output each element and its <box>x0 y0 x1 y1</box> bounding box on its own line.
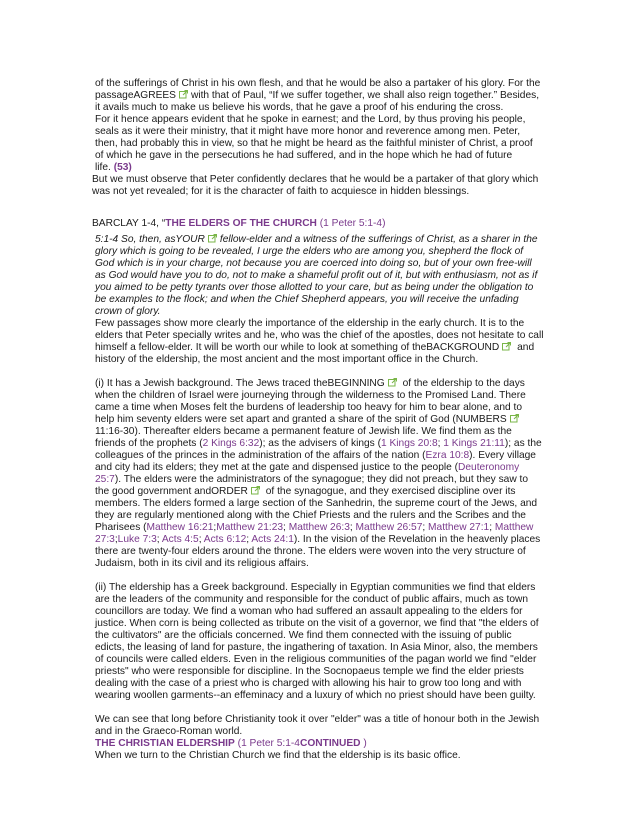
footnote-ref[interactable]: (53) <box>113 162 132 173</box>
text-line: Judaism, both in its civil and its religious affairs. <box>95 558 309 569</box>
text-line: and in the Graeco-Roman world. <box>95 726 243 737</box>
text-line: seals as it were their ministry, that it might have more honor and reverence among men. Peter, <box>95 126 521 137</box>
section-heading: THE CHRISTIAN ELDERSHIP (1 Peter 5:1-4CONTINUED ) <box>95 738 367 749</box>
scripture-link[interactable]: Ezra 10:8 <box>425 450 470 461</box>
text-line: of councils were called elders. Even in the religious communities of the pagan world we find "elder <box>95 654 537 665</box>
scripture-link[interactable]: Matthew <box>494 522 534 533</box>
section-heading: BARCLAY 1-4, “THE ELDERS OF THE CHURCH (1 Peter 5:1-4) <box>92 218 386 229</box>
scripture-link[interactable]: Luke 7:3 <box>117 534 157 545</box>
text-line: then, had probably this in view, so that he might be heard as the faithful minister of Christ, a proof <box>95 138 533 149</box>
text-line: when the children of Israel were journeying through the wilderness to the Promised Land. There <box>95 390 526 401</box>
external-link-icon[interactable] <box>510 414 519 423</box>
text-line: of which he gave in the persecutions he had suffered, and in the hope which he had of future <box>95 150 513 161</box>
scripture-link[interactable]: Matthew 21:23 <box>216 522 284 533</box>
scripture-link[interactable]: 1 Kings 20:8 <box>380 438 438 449</box>
text-line: are the leaders of the community and responsible for the conduct of public affairs, much as town <box>95 594 529 605</box>
text-line: But we must observe that Peter confidently declares that he would be a partaker of that glory which <box>92 174 539 185</box>
text-line: (ii) The eldership has a Greek background. Especially in Egyptian communities we find that elders <box>95 582 536 593</box>
word-link[interactable]: 5:1-4 So, then, asYOUR <box>95 234 205 245</box>
external-link-icon[interactable] <box>251 486 260 495</box>
scripture-link[interactable]: 25:7 <box>95 474 115 485</box>
text-line: justice. When corn is being collected as tribute on the visit of a governor, we find that "the elders of <box>95 618 539 629</box>
scripture-link[interactable]: Acts 4:5 <box>161 534 199 545</box>
text-line: the good government andORDER of the synagogue, and they exercised discipline over its <box>95 486 516 497</box>
scripture-quote-line: God which is in your charge, not because you are coerced into doing so, but of your own free-will <box>95 258 532 269</box>
text-line: life. (53) <box>95 162 132 173</box>
text-line: For it hence appears evident that he spoke in earnest; and the Lord, by thus proving his people, <box>95 114 526 125</box>
scripture-link[interactable]: 1 Peter 5:1-4 <box>241 738 300 749</box>
scripture-quote-line: you aimed to be petty tyrants over those allotted to your care, but as being under the obligation to <box>95 282 534 293</box>
word-link[interactable]: help him seventy elders were set apart and granted a share of the spirit of God (NUMBERS <box>95 414 507 425</box>
text-line: came a time when Moses felt the burdens of leadership too heavy for him to bear alone, and to <box>95 402 522 413</box>
scripture-link[interactable]: Matthew 26:3 <box>288 522 350 533</box>
text-line: of the sufferings of Christ in his own flesh, and that he would be also a partaker of his glory. For the <box>95 78 541 89</box>
scripture-link[interactable]: 27:3 <box>95 534 115 545</box>
text-line: When we turn to the Christian Church we find that the eldership is its basic office. <box>95 750 461 761</box>
word-link[interactable]: himself a fellow-elder. It will be worth our while to look at something of theBACKGROUND <box>95 342 500 353</box>
text-line: Few passages show more clearly the importance of the eldership in the early church. It is to the <box>95 318 525 329</box>
scripture-link[interactable]: Acts 24:1 <box>251 534 294 545</box>
text-line: passageAGREES with that of Paul, “If we suffer together, we shall also reign together.” Besides, <box>95 90 540 101</box>
text-line <box>95 414 522 426</box>
text-line: members. The elders formed a large section of the Sanhedrin, the supreme court of the Jews, and <box>95 498 538 509</box>
external-link-icon[interactable] <box>179 90 188 99</box>
scripture-quote-line: crown of glory. <box>95 306 161 317</box>
text-line: friends of the prophets (2 Kings 6:32); as the advisers of kings (1 Kings 20:8; 1 Kings 21:11); as the <box>95 438 542 449</box>
text-line: councillors are today. We find a woman who had suffered an assault appealing to the elders for <box>95 606 523 617</box>
text-line: was not yet revealed; for it is the character of faith to acquiesce in hidden blessings. <box>92 186 470 197</box>
scripture-quote-line: be examples to the flock; and when the Chief Shepherd appears, you will receive the unfading <box>95 294 519 305</box>
text-line: 25:7). The elders were the administrators of the synagogue; they did not preach, but they saw to <box>95 474 529 485</box>
scripture-link[interactable]: 1 Peter 5:1-4 <box>323 218 383 229</box>
text-line: We can see that long before Christianity took it over "elder" was a title of honour both in the Jewish <box>95 714 540 725</box>
word-link[interactable]: passageAGREES <box>95 90 176 101</box>
scripture-link[interactable]: Matthew 27:1 <box>428 522 490 533</box>
text-line: elders that Peter specially writes and he, who was the chief of the apostles, does not hesitate to call <box>95 330 544 341</box>
external-link-icon[interactable] <box>502 342 511 351</box>
external-link-icon[interactable] <box>208 234 217 243</box>
word-link[interactable]: the good government andORDER <box>95 486 248 497</box>
scripture-link[interactable]: Matthew 16:21 <box>146 522 214 533</box>
text-line: 27:3;Luke 7:3; Acts 4:5; Acts 6:12; Acts 24:1). In the vision of the Revelation in the heavenly places <box>95 534 541 545</box>
scripture-link[interactable]: Acts 6:12 <box>203 534 247 545</box>
text-line: 11:16-30). Thereafter elders became a permanent feature of Jewish life. We find them as the <box>95 426 512 437</box>
scripture-link[interactable]: 1 Kings 21:11 <box>443 438 505 449</box>
text-line: wearing woollen garments--an effeminacy and a luxury of which no priest should have been guilty. <box>95 690 536 701</box>
text-line: it avails much to make us believe his words, that he gave a proof of his enduring the cross. <box>95 102 504 113</box>
scripture-quote-line: glory which is going to be revealed, I urge the elders who are among you, shepherd the flock of <box>95 246 524 257</box>
text-line: the cultivators" are the officials concerned. We find them connected with the issuing of public <box>95 630 512 641</box>
text-line: priests" who were responsible for discipline. In the Socnopaeus temple we find the elder priests <box>95 666 524 677</box>
text-line: dealing with the case of a priest who is charged with allowing his hair to grow too long and with <box>95 678 522 689</box>
word-link[interactable]: (i) It has a Jewish background. The Jews traced theBEGINNING <box>95 378 385 389</box>
text-line: history of the eldership, the most ancient and the most important office in the Church. <box>95 354 479 365</box>
text-line: Pharisees (Matthew 16:21;Matthew 21:23; Matthew 26:3; Matthew 26:57; Matthew 27:1; Matthew <box>95 522 534 533</box>
scripture-quote-line: as God would have you to do, not to make a shameful profit out of it, but with enthusiasm, not as if <box>95 270 538 281</box>
text-line: edicts, the leasing of land for pasture, the ingathering of taxation. In Asia Minor, also, the members <box>95 642 538 653</box>
text-line: (i) It has a Jewish background. The Jews traced theBEGINNING of the eldership to the days <box>95 378 525 389</box>
text-line: colleagues of the princes in the administration of the affairs of the nation (Ezra 10:8). Every village <box>95 450 536 461</box>
external-link-icon[interactable] <box>388 378 397 387</box>
scripture-link[interactable]: 2 Kings 6:32 <box>202 438 260 449</box>
text-line: they are regularly mentioned along with the Chief Priests and the rulers and the Scribes and the <box>95 510 526 521</box>
scripture-link[interactable]: Deuteronomy <box>458 462 520 473</box>
text-line: and city had its elders; they met at the gate and dispensed justice to the people (Deuteronomy <box>95 462 520 473</box>
text-line: there are twenty-four elders around the throne. The elders were woven into the very structure of <box>95 546 526 557</box>
scripture-quote-line: 5:1-4 So, then, asYOUR fellow-elder and a witness of the sufferings of Christ, as a sharer in the <box>95 234 538 245</box>
text-line: himself a fellow-elder. It will be worth our while to look at something of theBACKGROUND and <box>95 342 535 353</box>
scripture-link[interactable]: Matthew 26:57 <box>355 522 423 533</box>
